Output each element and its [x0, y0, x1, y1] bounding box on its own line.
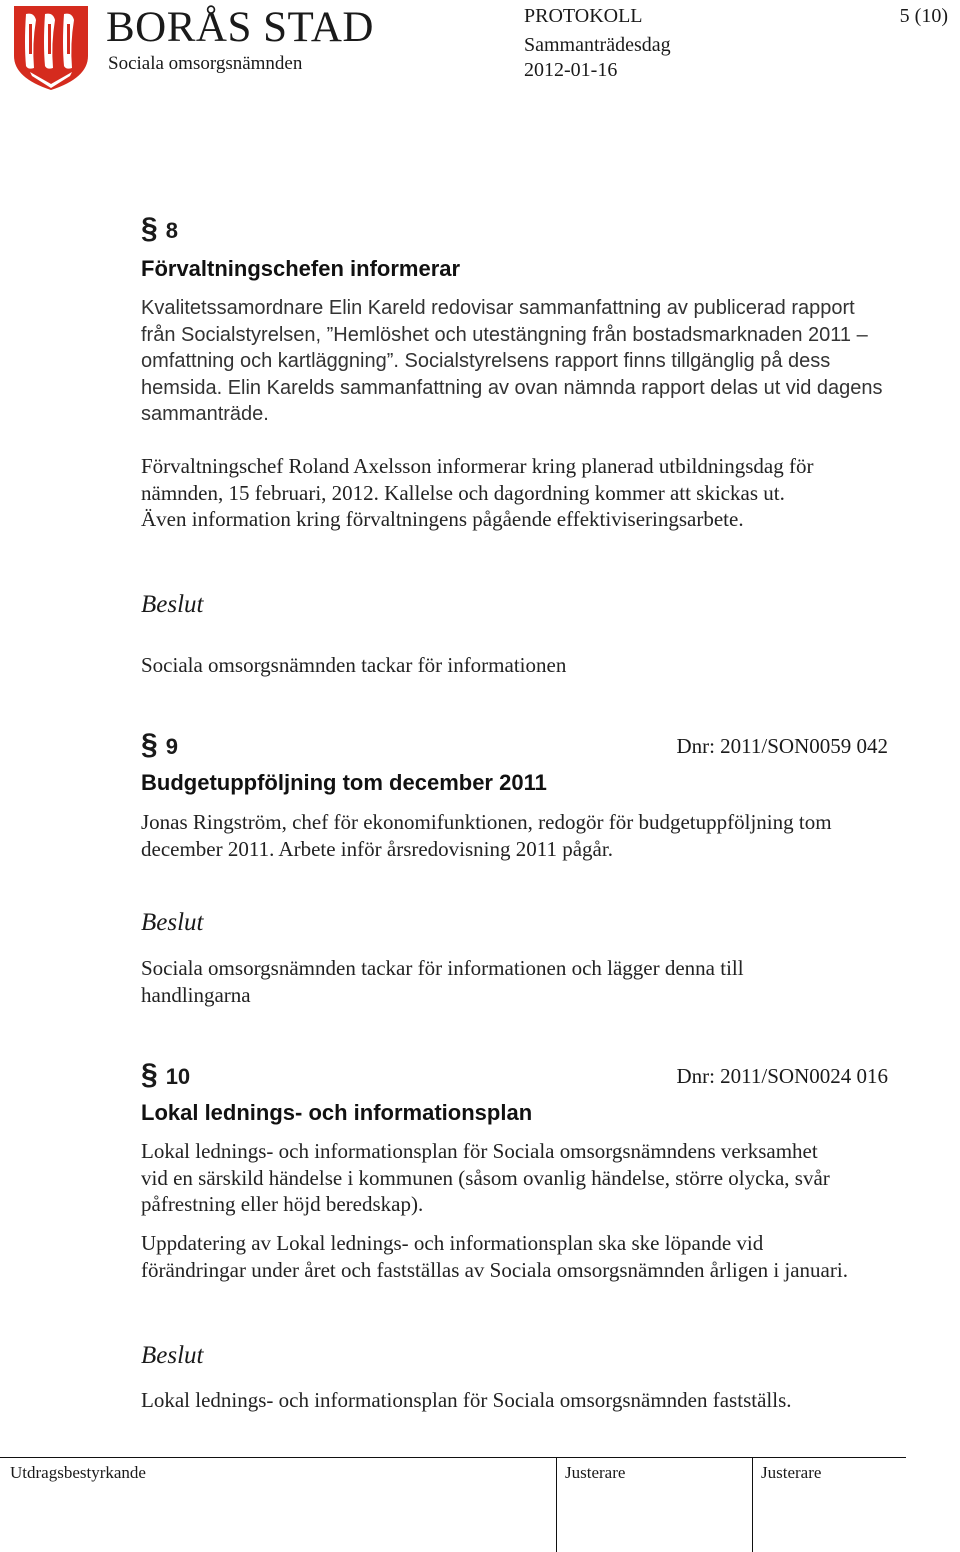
section-9-dnr: Dnr: 2011/SON0059 042	[676, 734, 888, 758]
brand-subtitle: Sociala omsorgsnämnden	[108, 53, 303, 74]
meeting-date: 2012-01-16	[524, 59, 618, 81]
page-number: 5 (10)	[899, 5, 948, 27]
footer-certification-label: Utdragsbestyrkande	[10, 1463, 146, 1482]
section-10-paragraph-1: Lokal lednings- och informationsplan för Sociala omsorgsnämndens verksamhet vid en särskild händelse i kommunen (såsom ovanlig händelse, större olycka, svår påfrestning eller höjd beredskap).	[141, 1139, 830, 1216]
section-number: 10	[165, 1063, 191, 1089]
boras-coat-of-arms-icon	[12, 4, 90, 92]
section-10-beslut-heading: Beslut	[141, 1342, 204, 1369]
section-10-beslut-text: Lokal lednings- och informationsplan för Sociala omsorgsnämnden fastställs.	[141, 1388, 792, 1412]
paragraph-symbol: §	[141, 728, 158, 761]
meeting-type: Sammanträdesdag	[524, 34, 671, 56]
section-10-paragraph-2: Uppdatering av Lokal lednings- och informationsplan ska ske löpande vid förändringar under året och fastställas av Sociala omsorgsnämnden årligen i januari.	[141, 1231, 848, 1282]
section-9-beslut-text: Sociala omsorgsnämnden tackar för informationen och lägger denna till handlingarna	[141, 956, 744, 1007]
footer-adjuster-box-1	[556, 1457, 753, 1552]
section-10-dnr: Dnr: 2011/SON0024 016	[676, 1064, 888, 1088]
section-9-title: Budgetuppföljning tom december 2011	[141, 770, 547, 795]
section-number: 8	[165, 217, 178, 243]
section-8-title: Förvaltningschefen informerar	[141, 256, 461, 281]
footer-adjuster-box-2	[752, 1457, 907, 1552]
section-number: 9	[165, 733, 178, 759]
section-8-number	[141, 212, 911, 245]
section-9-beslut-heading: Beslut	[141, 909, 204, 936]
brand-title: BORÅS STAD	[106, 4, 374, 51]
section-8-beslut-heading: Beslut	[141, 591, 204, 618]
section-8-beslut-text: Sociala omsorgsnämnden tackar för informationen	[141, 653, 567, 677]
footer-adjuster-label-1: Justerare	[565, 1463, 626, 1482]
paragraph-symbol: §	[141, 1058, 158, 1091]
paragraph-symbol: §	[141, 212, 158, 245]
section-8-paragraph-2: Förvaltningschef Roland Axelsson informerar kring planerad utbildningsdag för nämnden, 15 februari, 2012. Kallelse och dagordning kommer att skickas ut. Även information kring förvaltningens pågående effektiviseringsarbete.	[141, 454, 814, 531]
section-9-paragraph-1: Jonas Ringström, chef för ekonomifunktionen, redogör för budgetuppföljning tom december 2011. Arbete inför årsredovisning 2011 pågår.	[141, 810, 832, 861]
section-8-paragraph-1: Kvalitetssamordnare Elin Kareld redovisar sammanfattning av publicerad rapport från Socialstyrelsen, ”Hemlöshet och utestängning från bostadsmarknaden 2011 – omfattning och kartläggning”. Socialstyrelsens rapport finns tillgänglig på dess hemsida. Elin Karelds sammanfattning av ovan nämnda rapport delas ut vid dagens sammanträde.	[141, 297, 883, 425]
section-10-title: Lokal lednings- och informationsplan	[141, 1100, 533, 1125]
document-type: PROTOKOLL	[524, 5, 643, 27]
footer-adjuster-label-2: Justerare	[761, 1463, 822, 1482]
footer-certification-box	[0, 1457, 556, 1552]
